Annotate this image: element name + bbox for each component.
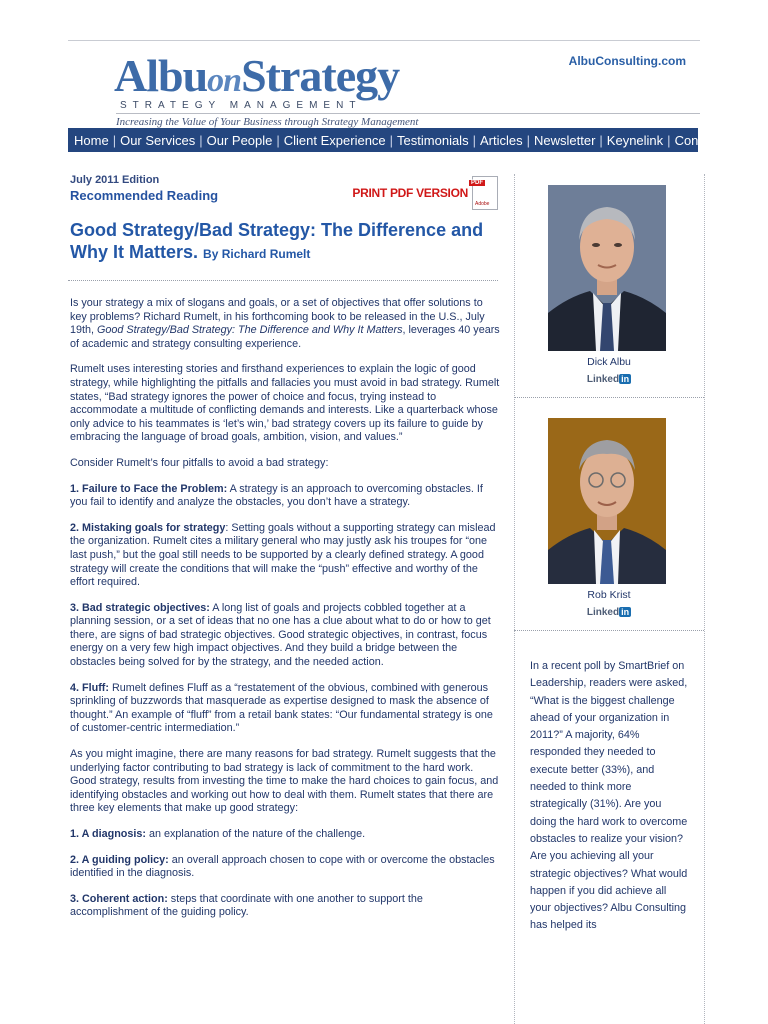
nav-contact-us[interactable]: Contact us: [674, 132, 737, 148]
main-nav: Home | Our Services | Our People | Client Experience | Testimonials | Articles | Newsletter | Keynelink | Contact us: [68, 128, 698, 152]
header: [68, 40, 700, 126]
nav-newsletter[interactable]: Newsletter: [533, 132, 596, 148]
section-label: Recommended Reading: [70, 188, 219, 203]
element-1: 1. A diagnosis: an explanation of the nature of the challenge.: [70, 828, 366, 840]
article: [68, 170, 500, 932]
edition-label: July 2011 Edition: [70, 174, 160, 186]
logo[interactable]: AlbuonStrategy: [114, 50, 400, 101]
title-divider: [68, 280, 498, 281]
pdf-icon: PDF Adobe: [472, 176, 498, 210]
print-pdf-button[interactable]: [352, 176, 498, 210]
nav-our-services[interactable]: Our Services: [120, 132, 196, 148]
linkedin-link[interactable]: Linked in: [586, 374, 630, 385]
nav-our-people[interactable]: Our People: [206, 132, 273, 148]
nav-client-experience[interactable]: Client Experience: [283, 132, 386, 148]
nav-keynelink[interactable]: Keynelink: [606, 132, 664, 148]
linkedin-link[interactable]: Linked in: [586, 607, 630, 618]
nav-home[interactable]: Home: [74, 132, 109, 148]
person-name: Dick Albu: [587, 356, 631, 368]
sidebar: [514, 170, 704, 935]
pitfall-3: 3. Bad strategic objectives: A long list of goals and projects cobbled together at a planning session, or a set of ideas that no one has a clue about what to do or how to get there, are signs of bad strategic objectives. Good strategic objectives, in contrast, focus energy on a very few high impact objectives. And they build a bridge between the obstacles being solved for by the strategy, and the needed action.: [70, 601, 491, 669]
linkedin-icon: in: [621, 374, 630, 384]
logo-tagline: STRATEGY MANAGEMENT: [120, 100, 362, 111]
nav-testimonials[interactable]: Testimonials: [397, 132, 469, 148]
paragraph-reasons: As you might imagine, there are many reasons for bad strategy. Rumelt suggests that the underlying factor contributing to bad strategy is lack of commitment to the hard work. Good strategy, results from investing the time to make the hard choices to gain focus, and identifying obstacles and working out how to deal with them. Rumelt states that there are three key elements that make up good strategy:: [70, 748, 499, 815]
nav-articles[interactable]: Articles: [479, 132, 523, 148]
portrait-image: [548, 185, 666, 351]
article-title: Good Strategy/Bad Strategy: The Difference and Why It Matters. By Richard Rumelt: [70, 220, 484, 262]
pitfall-2: 2. Mistaking goals for strategy: Setting goals without a supporting strategy can mislead the organization. Rumelt cites a military general who may justly ask his troupes for “one last push,” but the goal still needs to be supported by a clearly defined strategy. A good strategy will create the conditions that will make the “push” effective and worthy of the effort required.: [70, 521, 496, 589]
portrait-image: [548, 418, 666, 584]
poll-text: In a recent poll by SmartBrief on Leadership, readers were asked, “What is the biggest challenge ahead of your organization in 2011?” A majority, 64% responded they needed to execute better (33%), and needed to think more strategically (31%). Are you doing the hard work to overcome obstacles to realize your vision? Are you achieving all your strategic objectives? What would happen if you did achieve all your objectives? Albu Consulting has helped its: [530, 660, 688, 932]
pitfall-1: 1. Failure to Face the Problem: A strategy is an approach to overcoming obstacles. If you fail to identify and analyze the obstacles, you don’t have a strategy.: [70, 482, 483, 509]
paragraph-intro: Is your strategy a mix of slogans and goals, or a set of objectives that offer solutions to key problems? Richard Rumelt, in his forthcoming book to be released in the U.S., July 19th, Good Strategy/Bad Strategy: The Difference and Why It Matters, leverages 40 years of academic and strategy consulting experience.: [70, 297, 500, 350]
paragraph-pitfalls-intro: Consider Rumelt’s four pitfalls to avoid a bad strategy:: [70, 456, 329, 469]
paragraph-stories: Rumelt uses interesting stories and firsthand experiences to explain the logic of good strategy, while highlighting the pitfalls and fallacies you must avoid in bad strategy. Rumelt states, “Bad strategy ignores the power of choice and focus, trying instead to accommodate a multitude of conflicting demands and interests. Like a quarterback whose only advice to his teammates is ‘let’s win,’ bad strategy covers up its failure to guide by embracing the language of broad goals, ambition, vision, and values.”: [70, 363, 500, 444]
sidebar-divider: [514, 630, 704, 631]
linkedin-icon: in: [621, 607, 630, 617]
slogan: Increasing the Value of Your Business through Strategy Management: [116, 116, 419, 128]
person-name: Rob Krist: [587, 589, 631, 601]
right-border: [704, 174, 705, 1024]
header-divider: [116, 113, 700, 114]
portrait-rob-krist: [548, 418, 666, 584]
print-pdf-label: PRINT PDF VERSION: [352, 186, 468, 200]
pitfall-4: 4. Fluff: Rumelt defines Fluff as a “restatement of the obvious, combined with generous sprinkling of buzzwords that masquerade as expertise designed to mask the absence of thought.” An example of “fluff” from a retail bank states: “Our fundamental strategy is one of customer-centric intermediation.”: [70, 681, 493, 735]
byline: By Richard Rumelt: [203, 247, 311, 261]
element-3: 3. Coherent action: steps that coordinate with one another to support the accomplishment of the guiding policy.: [70, 892, 423, 919]
portrait-dick-albu: [548, 185, 666, 351]
sidebar-divider: [514, 397, 704, 398]
element-2: 2. A guiding policy: an overall approach chosen to cope with or overcome the obstacles identified in the diagnosis.: [70, 853, 495, 880]
site-link[interactable]: AlbuConsulting.com: [568, 54, 686, 68]
